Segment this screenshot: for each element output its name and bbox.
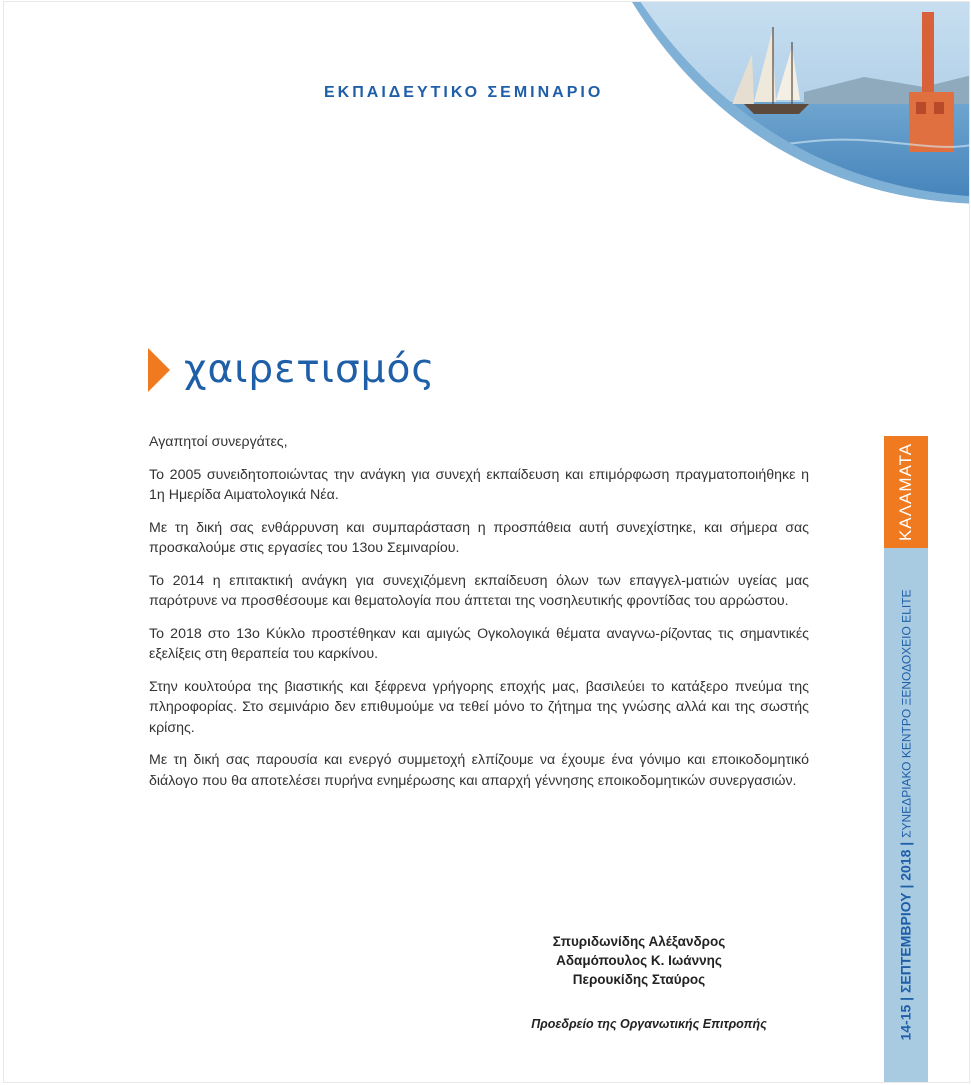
seminar-header-label: ΕΚΠΑΙΔΕΥΤΙΚΟ ΣΕΜΙΝΑΡΙΟ — [324, 84, 604, 101]
letter-paragraph: Το 2014 η επιτακτική ανάγκη για συνεχιζόμενη εκπαίδευση όλων των επαγγελ-ματιών υγείας μας παρότρυνε να προσθέσουμε και θεματολογία που άπτεται της νοσηλευτικής φροντίδας του αρρώστου. — [149, 572, 809, 609]
dates-band — [884, 548, 928, 1082]
event-side-band — [884, 436, 928, 1082]
letter-paragraph: Με τη δική σας ενθάρρυνση και συμπαράσταση η προσπάθεια αυτή συνεχίστηκε, και σήμερα σας προσκαλούμε στις εργασίες του 13ου Σεμιναρίου. — [149, 519, 809, 556]
signatories — [474, 932, 804, 989]
letter-salutation: Αγαπητοί συνεργάτες, — [149, 434, 288, 450]
brochure-page — [4, 2, 969, 1082]
city-label: ΚΑΛΑΜΑΤΑ — [896, 442, 916, 542]
committee-label: Προεδρείο της Οργανωτικής Επιτροπής — [531, 1017, 767, 1031]
letter-paragraph: Στην κουλτούρα της βιαστικής και ξέφρενα γρήγορης εποχής μας, βασιλεύει το κατάξερο πνεύμα της πληροφορίας. Στο σεμινάριο δεν επιθυμούμε να τεθεί μόνο το ζήτημα της γνώσης αλλά και της σωστής κρίσης. — [149, 678, 809, 736]
letter-paragraph: Με τη δική σας παρουσία και ενεργό συμμετοχή ελπίζουμε να έχουμε ένα γόνιμο και εποικοδομητικό διάλογο που θα αποτελέσει πυρήνα ενημέρωσης και απαρχή γέννησης εποικοδομητικών συνεργασιών. — [149, 752, 809, 789]
signer-name: Σπυριδωνίδης Αλέξανδρος — [552, 934, 726, 949]
letter-paragraph: Το 2018 στο 13ο Κύκλο προστέθηκαν και αμιγώς Ογκολογικά θέματα αναγνω-ρίζοντας τις σημαντικές εξελίξεις στη θεραπεία του καρκίνου. — [149, 625, 809, 662]
event-dates-venue — [898, 589, 914, 1040]
greeting-heading — [148, 347, 435, 392]
greeting-title: χαιρετισμός — [184, 347, 436, 392]
letter-paragraph: Το 2005 συνειδητοποιώντας την ανάγκη για συνεχή εκπαίδευση και επιμόρφωση πραγματοποιήθηκε η 1η Ημερίδα Αιματολογικά Νέα. — [149, 466, 809, 503]
city-band — [884, 436, 928, 548]
harbor-painting-image — [604, 2, 969, 212]
letter-body — [149, 432, 809, 803]
signer-name: Αδαμόπουλος Κ. Ιωάννης — [556, 953, 722, 968]
signer-name: Περουκίδης Σταύρος — [572, 972, 706, 987]
orange-arrow-icon — [148, 348, 170, 392]
event-dates: 14-15 | ΣΕΠΤΕΜΒΡΙΟΥ | 2018 | — [898, 841, 914, 1041]
event-venue: ΣΥΝΕΔΡΙΑΚΟ ΚΕΝΤΡΟ ΞΕΝΟΔΟΧΕΙΟ ELITE — [900, 589, 914, 838]
